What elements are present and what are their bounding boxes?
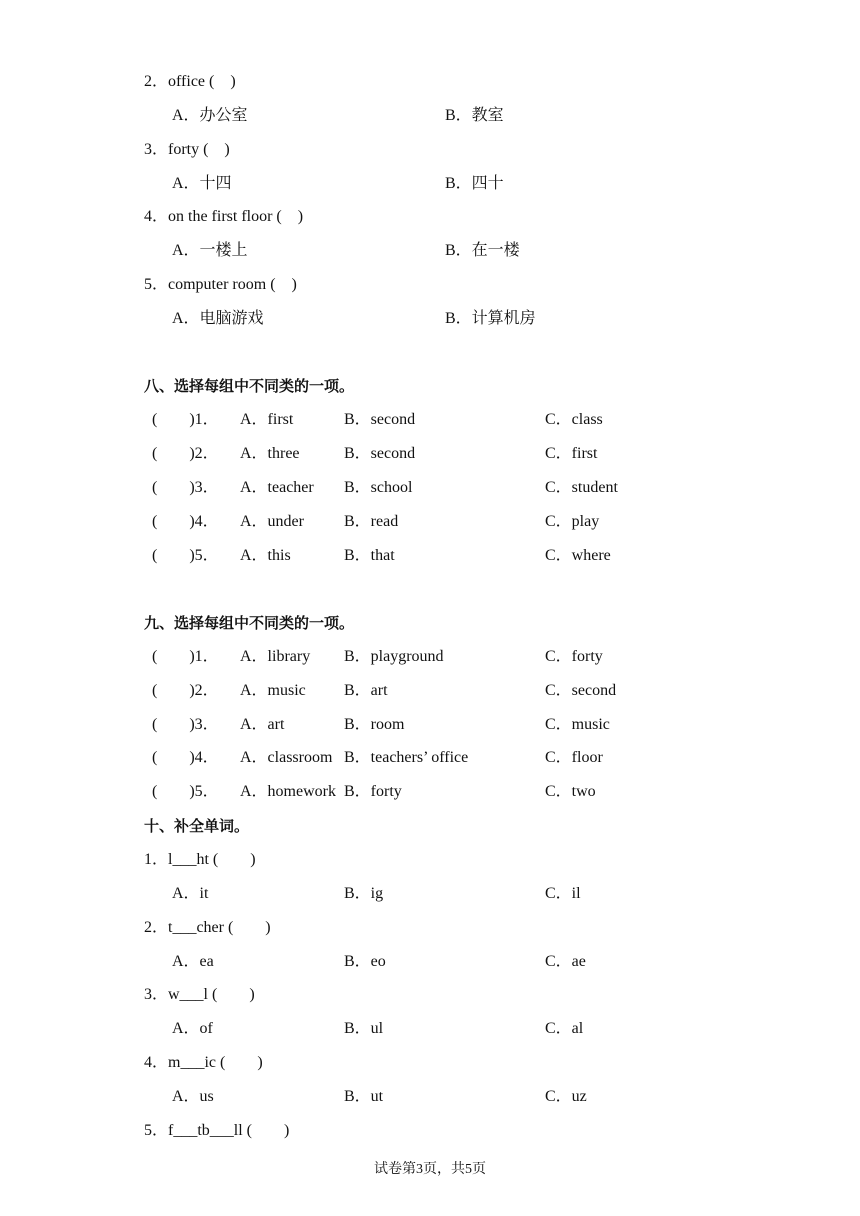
answer-blank: ( )2． [152, 445, 219, 462]
option-c: C．il [545, 885, 581, 902]
option-a: A．this [240, 547, 291, 564]
question-text: 3．w___l ( ) [144, 986, 255, 1003]
option-c: C．forty [545, 648, 603, 665]
option-b: B．read [344, 513, 399, 530]
option-a: A．first [240, 411, 294, 428]
option-b: B．teachers’ office [344, 749, 469, 766]
section-heading: 十、补全单词。 [144, 817, 250, 835]
option-a: A．电脑游戏 [172, 310, 264, 327]
option-b: B．四十 [445, 175, 504, 192]
answer-blank: ( )3． [152, 716, 219, 733]
answer-blank: ( )4． [152, 513, 219, 530]
answer-blank: ( )2． [152, 682, 219, 699]
option-a: A．十四 [172, 175, 232, 192]
option-b: B．school [344, 479, 413, 496]
option-b: B．art [344, 682, 388, 699]
option-a: A．teacher [240, 479, 314, 496]
question-text: 1．l___ht ( ) [144, 851, 256, 868]
section-heading: 八、选择每组中不同类的一项。 [144, 377, 355, 395]
answer-blank: ( )4． [152, 749, 219, 766]
option-b: B．second [344, 411, 416, 428]
question-text: 4．on the first floor ( ) [144, 208, 304, 225]
option-b: B．playground [344, 648, 444, 665]
question-text: 5．computer room ( ) [144, 276, 297, 293]
option-c: C．ae [545, 953, 586, 970]
question-text: 2．office ( ) [144, 73, 236, 90]
option-b: B．ul [344, 1020, 384, 1037]
page-footer: 试卷第3页，共5页 [374, 1162, 486, 1177]
option-b: B．ut [344, 1088, 384, 1105]
option-a: A．under [240, 513, 304, 530]
option-b: B．ig [344, 885, 384, 902]
question-text: 5．f___tb___ll ( ) [144, 1122, 290, 1139]
option-a: A．homework [240, 783, 336, 800]
option-c: C．student [545, 479, 618, 496]
option-c: C．al [545, 1020, 584, 1037]
option-b: B．教室 [445, 107, 504, 124]
option-b: B．计算机房 [445, 310, 536, 327]
option-c: C．first [545, 445, 598, 462]
option-c: C．floor [545, 749, 603, 766]
option-a: A．us [172, 1088, 214, 1105]
option-c: C．music [545, 716, 610, 733]
answer-blank: ( )1． [152, 648, 219, 665]
option-a: A．library [240, 648, 311, 665]
option-a: A．of [172, 1020, 213, 1037]
answer-blank: ( )5． [152, 783, 219, 800]
option-a: A．art [240, 716, 285, 733]
option-a: A．ea [172, 953, 214, 970]
question-text: 3．forty ( ) [144, 141, 230, 158]
section-heading: 九、选择每组中不同类的一项。 [144, 614, 355, 632]
option-a: A．办公室 [172, 107, 248, 124]
option-b: B．在一楼 [445, 242, 520, 259]
answer-blank: ( )3． [152, 479, 219, 496]
option-a: A．three [240, 445, 300, 462]
option-a: A．classroom [240, 749, 333, 766]
option-b: B．forty [344, 783, 402, 800]
question-text: 2．t___cher ( ) [144, 919, 271, 936]
option-c: C．two [545, 783, 596, 800]
option-a: A．it [172, 885, 209, 902]
option-c: C．where [545, 547, 611, 564]
option-b: B．eo [344, 953, 386, 970]
question-text: 4．m___ic ( ) [144, 1054, 263, 1071]
answer-blank: ( )1． [152, 411, 219, 428]
option-a: A．music [240, 682, 306, 699]
option-b: B．second [344, 445, 416, 462]
option-c: C．second [545, 682, 617, 699]
answer-blank: ( )5． [152, 547, 219, 564]
option-c: C．uz [545, 1088, 587, 1105]
option-c: C．play [545, 513, 600, 530]
option-c: C．class [545, 411, 603, 428]
option-b: B．room [344, 716, 405, 733]
option-a: A．一楼上 [172, 242, 248, 259]
option-b: B．that [344, 547, 395, 564]
